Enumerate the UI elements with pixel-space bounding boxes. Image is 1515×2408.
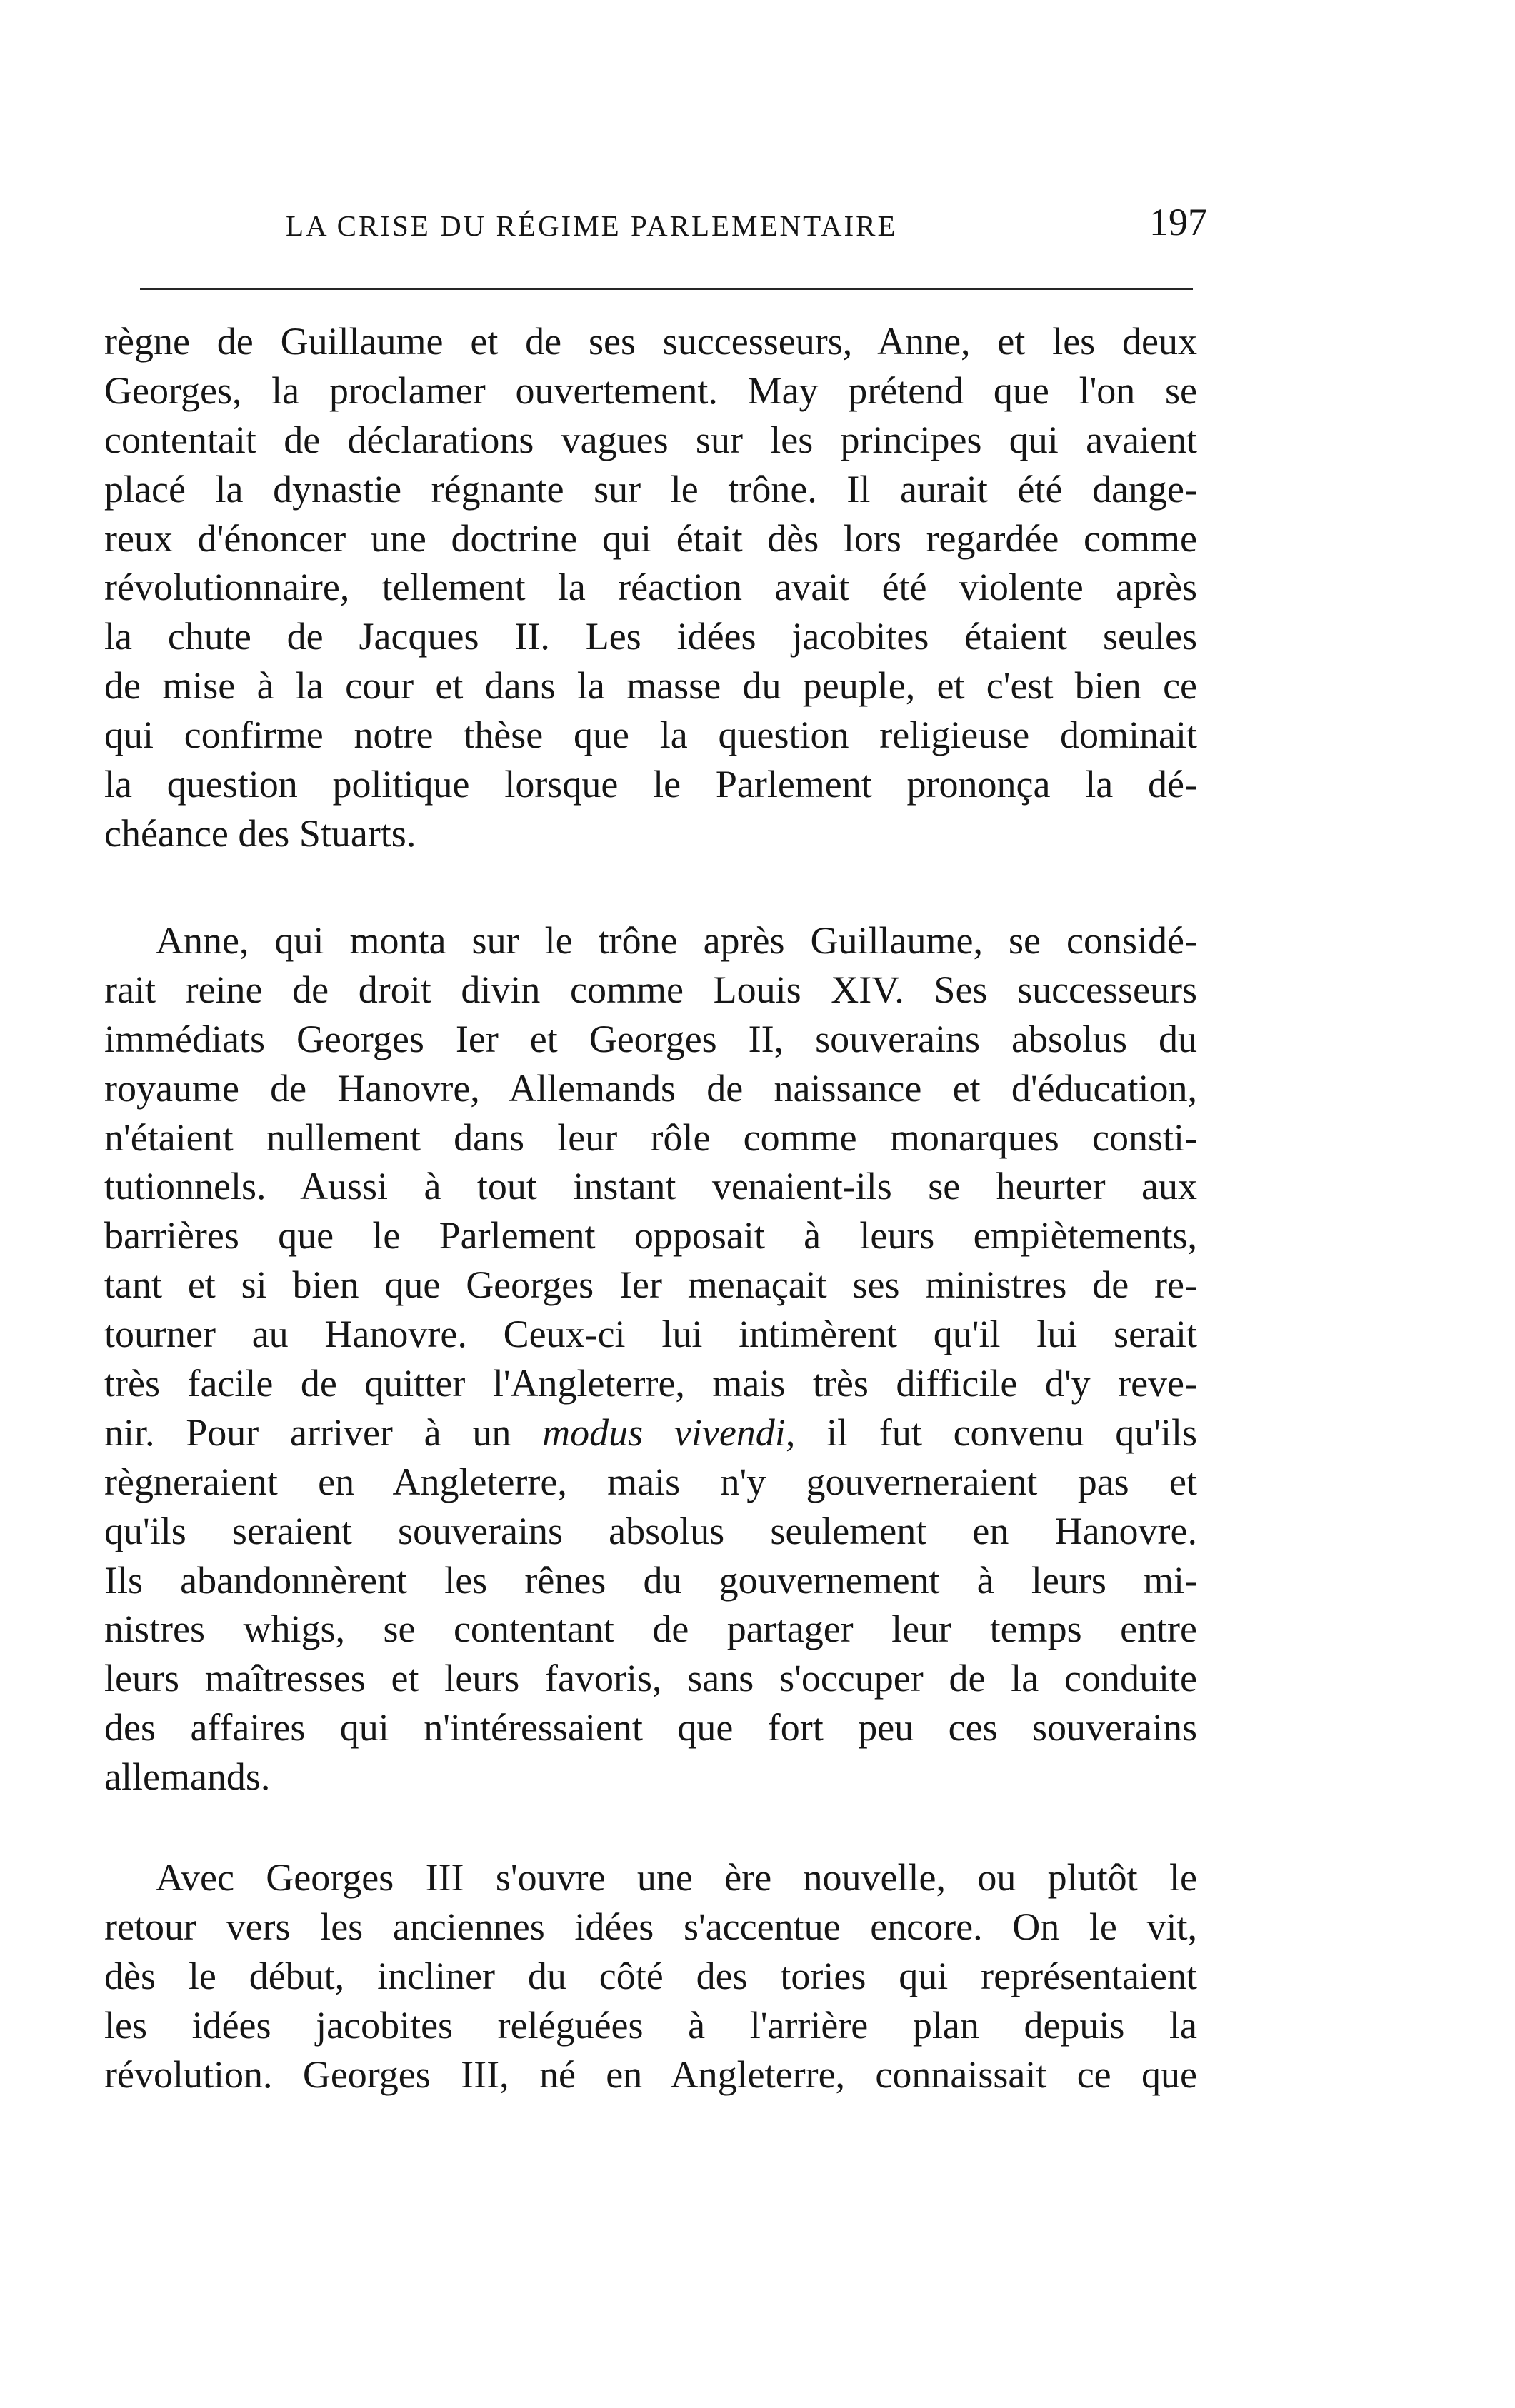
text-segment: nir. Pour arriver à un (104, 1410, 543, 1454)
text-line: Avec Georges III s'ouvre une ère nouvelle, ou plutôt le (156, 1856, 1197, 1899)
text-line: qu'ils seraient souverains absolus seulement en Hanovre. (104, 1509, 1197, 1552)
paragraph-3 (104, 1853, 1197, 2099)
text-line: des affaires qui n'intéressaient que fort peu ces souverains (104, 1706, 1197, 1750)
text-line: les idées jacobites reléguées à l'arrière plan depuis la (104, 2003, 1197, 2047)
text-line: la chute de Jacques II. Les idées jacobites étaient seules (104, 615, 1197, 658)
italic-phrase: modus vivendi (542, 1410, 786, 1454)
text-line: règne de Guillaume et de ses successeurs, Anne, et les deux (104, 320, 1197, 363)
text-line-with-italic (104, 1408, 1197, 1458)
text-line: contentait de déclarations vagues sur les principes qui avaient (104, 418, 1197, 461)
text-line: placé la dynastie régnante sur le trône. Il aurait été dange- (104, 467, 1197, 511)
text-line: retour vers les anciennes idées s'accentue encore. On le vit, (104, 1905, 1197, 1948)
text-line: leurs maîtresses et leurs favoris, sans s'occuper de la conduite (104, 1657, 1197, 1700)
text-line: très facile de quitter l'Angleterre, mais très difficile d'y reve- (104, 1362, 1197, 1405)
text-line: tourner au Hanovre. Ceux-ci lui intimèrent qu'il lui serait (104, 1313, 1197, 1356)
text-segment: , il fut convenu qu'ils (785, 1410, 1197, 1454)
text-line: barrières que le Parlement opposait à leurs empiètements, (104, 1214, 1197, 1258)
text-line: chéance des Stuarts. (104, 811, 416, 855)
text-line: la question politique lorsque le Parlement prononça la dé- (104, 763, 1197, 806)
text-line: Georges, la proclamer ouvertement. May prétend que l'on se (104, 368, 1197, 412)
text-line: royaume de Hanovre, Allemands de naissance et d'éducation, (104, 1066, 1197, 1110)
text-line: révolution. Georges III, né en Angleterre, connaissait ce que (104, 2052, 1197, 2096)
paragraph-2 (104, 916, 1197, 1802)
text-line: tant et si bien que Georges Ier menaçait ses ministres de re- (104, 1263, 1197, 1307)
text-line: allemands. (104, 1755, 271, 1799)
text-line: immédiats Georges Ier et Georges II, souverains absolus du (104, 1017, 1197, 1060)
text-line: de mise à la cour et dans la masse du peuple, et c'est bien ce (104, 664, 1197, 708)
text-line: règneraient en Angleterre, mais n'y gouverneraient pas et (104, 1460, 1197, 1503)
header-rule (140, 288, 1193, 290)
running-head-title: LA CRISE DU RÉGIME PARLEMENTAIRE (286, 209, 898, 242)
text-line: qui confirme notre thèse que la question religieuse dominait (104, 713, 1197, 757)
text-line: nistres whigs, se contentant de partager leur temps entre (104, 1607, 1197, 1651)
text-line: reux d'énoncer une doctrine qui était dès lors regardée comme (104, 516, 1197, 560)
text-line: révolutionnaire, tellement la réaction avait été violente après (104, 566, 1197, 609)
text-line: n'étaient nullement dans leur rôle comme monarques consti- (104, 1115, 1197, 1159)
text-line: rait reine de droit divin comme Louis XIV. Ses successeurs (104, 968, 1197, 1011)
page-number: 197 (1149, 201, 1207, 244)
text-line: tutionnels. Aussi à tout instant venaient-ils se heurter aux (104, 1165, 1197, 1208)
text-line: dès le début, incliner du côté des tories qui représentaient (104, 1954, 1197, 1997)
paragraph-1 (104, 317, 1197, 858)
text-line: Ils abandonnèrent les rênes du gouvernement à leurs mi- (104, 1558, 1197, 1602)
text-line: Anne, qui monta sur le trône après Guillaume, se considé- (156, 919, 1197, 962)
